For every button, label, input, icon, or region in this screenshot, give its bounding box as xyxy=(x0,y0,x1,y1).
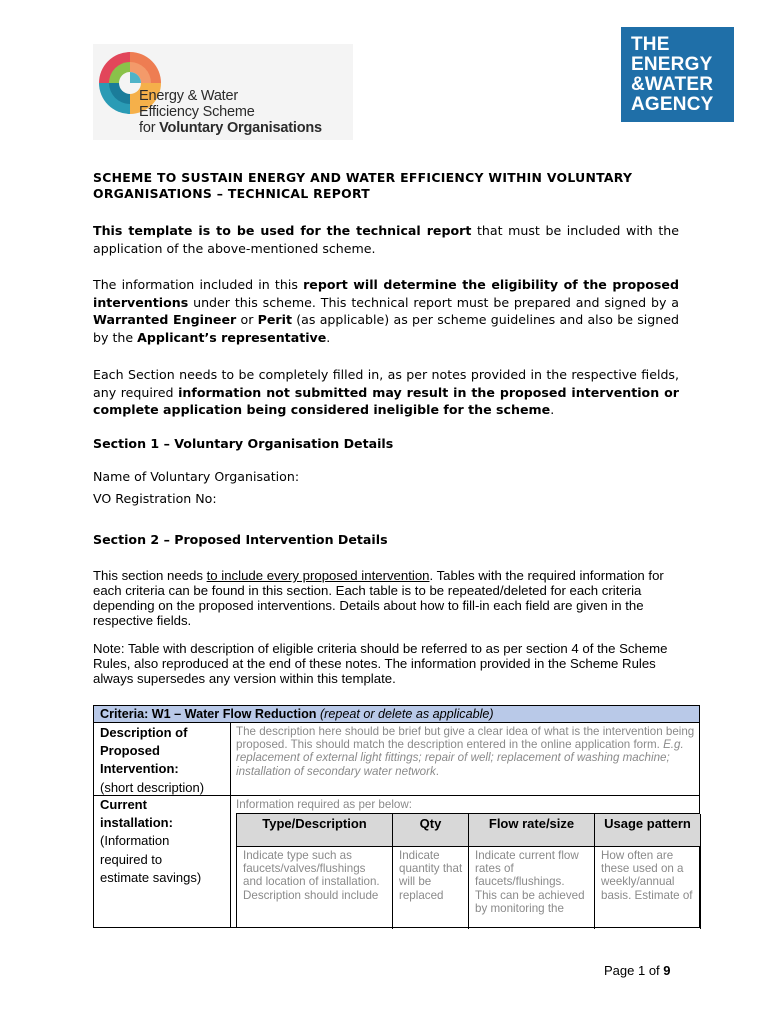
current-installation-label xyxy=(100,796,230,887)
p2-text-3: or xyxy=(236,312,258,327)
agency-line-1: THE xyxy=(631,34,670,55)
logo-line-3-bold: Voluntary Organisations xyxy=(159,120,322,136)
installation-label-2: installation: xyxy=(100,815,173,831)
criteria-table-header xyxy=(94,706,699,723)
page-footer xyxy=(604,963,671,978)
cell-type[interactable]: Indicate type such as faucets/valves/flushings and location of installation. Description should include xyxy=(237,847,393,929)
cell-flow-rate[interactable]: Indicate current flow rates of faucets/flushings. This can be achieved by monitoring the xyxy=(469,847,595,929)
column-header-usage: Usage pattern xyxy=(595,814,701,847)
description-label-3: Intervention: xyxy=(100,761,179,777)
p2-bold-4: Applicant’s representative xyxy=(137,329,327,345)
criteria-title: Criteria: W1 – Water Flow Reduction xyxy=(100,707,317,721)
installation-label-4: required to xyxy=(100,851,163,867)
installation-label-1: Current xyxy=(100,797,147,812)
installation-label-5: estimate savings) xyxy=(100,869,202,885)
logo-line-3-prefix: for xyxy=(139,120,160,136)
description-label-2: Proposed xyxy=(100,743,160,759)
logo-line-2: Efficiency Scheme xyxy=(139,104,255,120)
document-title xyxy=(93,170,679,201)
agency-line-3: &WATER xyxy=(631,74,714,95)
p3-bold-1: information not submitted may result in the proposed intervention or complete application being considered ineligible for the scheme xyxy=(93,384,679,417)
p2-bold-2: Warranted Engineer xyxy=(93,312,237,327)
page-label: Page xyxy=(604,963,638,978)
cell-qty[interactable]: Indicate quantity that will be replaced xyxy=(393,847,469,929)
scheme-logo-text xyxy=(139,88,322,136)
title-line-1: SCHEME TO SUSTAIN ENERGY AND WATER EFFICIENCY WITHIN VOLUNTARY xyxy=(93,170,633,185)
page-of-label: of xyxy=(645,963,664,978)
criteria-table xyxy=(93,705,700,928)
p2-text-5: . xyxy=(326,329,331,345)
section-2-heading: Section 2 – Proposed Intervention Details xyxy=(93,532,388,547)
description-hint-end: . xyxy=(435,764,440,778)
column-header-type: Type/Description xyxy=(237,814,393,847)
p2-text-4: (as applicable) as per scheme guidelines and also be signed by the xyxy=(93,312,680,345)
intro-bold: This template is to be used for the technical report xyxy=(93,223,472,238)
column-header-qty: Qty xyxy=(393,814,469,847)
page-total: 9 xyxy=(663,963,671,978)
section-2-note: Note: Table with description of eligible criteria should be referred to as per section 4 of the Scheme Rules, also reproduced at the end of these notes. The information provided in the Scheme Rules always supersedes any version within this template. xyxy=(93,641,668,686)
intro-rest: that must be included with the application of the above-mentioned scheme. xyxy=(93,223,679,256)
completion-paragraph xyxy=(93,366,679,419)
installation-subtable xyxy=(236,813,700,928)
vo-name-label: Name of Voluntary Organisation: xyxy=(93,469,300,484)
p2-bold-1: report will determine the eligibility of the proposed interventions xyxy=(93,277,679,310)
eligibility-paragraph xyxy=(93,276,679,346)
intro-paragraph xyxy=(93,222,679,257)
section-2-intro xyxy=(93,568,679,628)
installation-label-3: (Information xyxy=(100,833,170,849)
column-header-flow-rate: Flow rate/size xyxy=(469,814,595,847)
cell-usage[interactable]: How often are these used on a weekly/annual basis. Estimate of xyxy=(595,847,701,929)
criteria-note: (repeat or delete as applicable) xyxy=(316,707,494,721)
page-current: 1 xyxy=(637,963,646,978)
scheme-logo xyxy=(93,44,353,140)
title-line-2: ORGANISATIONS – TECHNICAL REPORT xyxy=(93,185,370,201)
column-divider xyxy=(230,723,231,928)
agency-line-2: ENERGY xyxy=(631,54,713,75)
info-required-hint: Information required as per below: xyxy=(236,798,412,811)
p2-text-2: under this scheme. This technical report must be prepared and signed by a xyxy=(188,294,679,310)
p2-text-1: The information included in this xyxy=(93,277,304,292)
agency-logo xyxy=(621,27,734,122)
p4-text-2: . Tables with the required information for each criteria can be found in this section. Each table is to be repeated/deleted for each criteria depending on the proposed interventions. Details about how to fill-in each field are given in the respective fields. xyxy=(93,568,664,628)
description-example: E.g. replacement of external light fittings; repair of well; replacement of washing machine; installation of secondary water network xyxy=(236,738,684,778)
logo-line-1: Energy & Water xyxy=(139,88,239,104)
description-label-1: Description of xyxy=(100,725,188,740)
description-label-4: (short description) xyxy=(100,779,205,795)
p4-text-1: This section needs xyxy=(93,568,207,583)
p2-bold-3: Perit xyxy=(257,312,292,327)
agency-line-4: AGENCY xyxy=(631,94,714,115)
vo-registration-label: VO Registration No: xyxy=(93,491,217,506)
p4-underlined: to include every proposed intervention xyxy=(206,568,430,583)
logo-line-3 xyxy=(139,120,322,136)
description-label xyxy=(100,724,230,797)
description-hint: The description here should be brief but give a clear idea of what is the intervention being proposed. This should match the description entered in the online application form. xyxy=(236,725,695,752)
p3-text-1: Each Section needs to be completely filled in, as per notes provided in the respective fields, any required xyxy=(93,367,679,400)
section-1-heading: Section 1 – Voluntary Organisation Details xyxy=(93,436,394,451)
description-field[interactable] xyxy=(236,725,696,778)
p3-text-2: . xyxy=(550,402,555,417)
